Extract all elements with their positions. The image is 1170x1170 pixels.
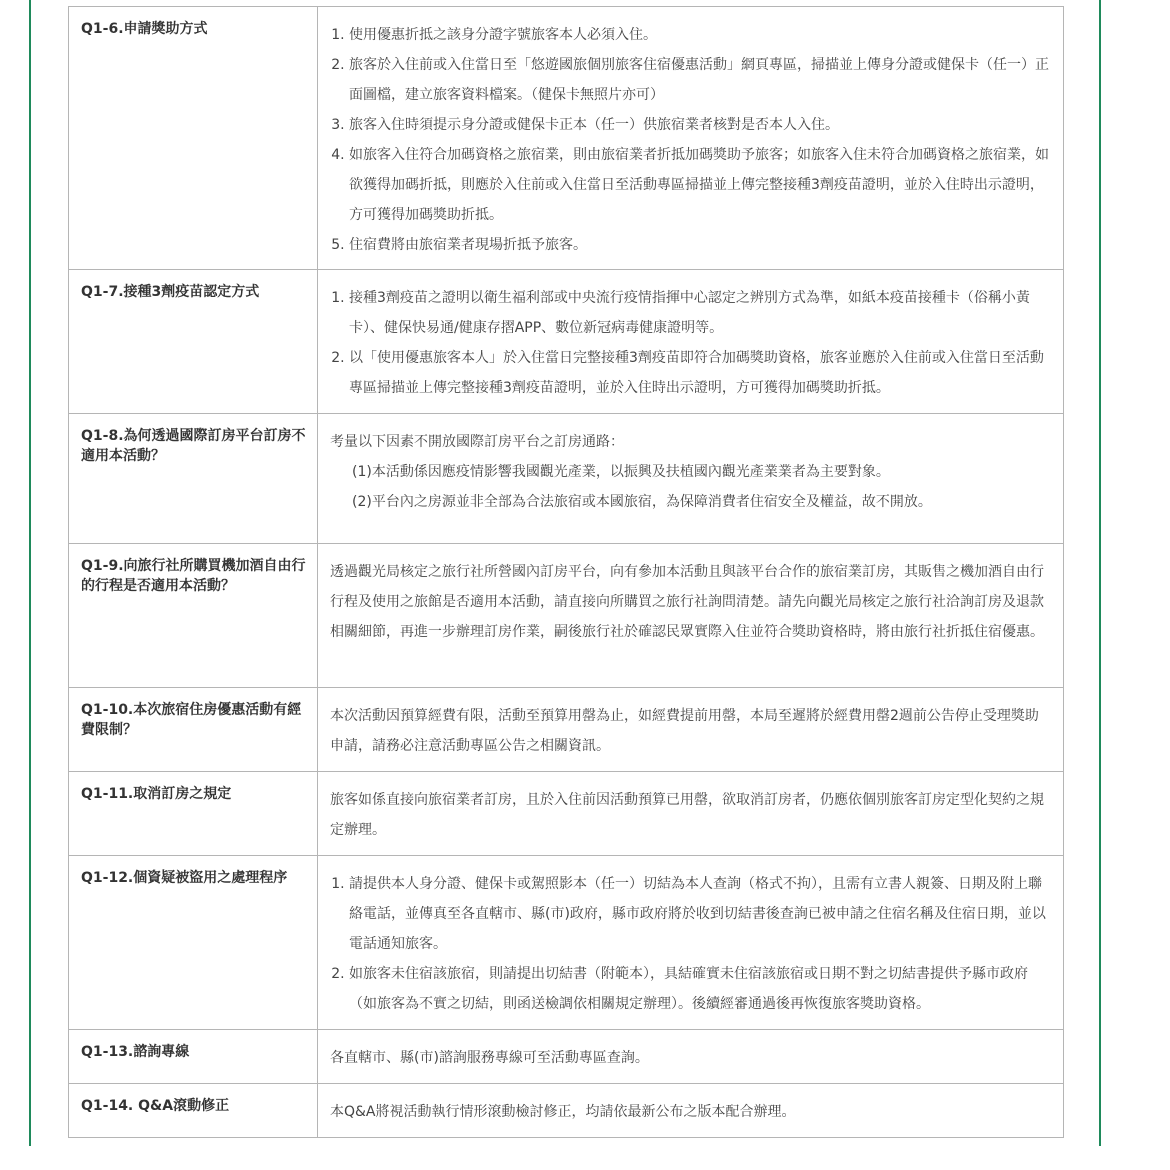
answer-list	[330, 869, 1051, 1019]
answer-intro: 考量以下因素不開放國際訂房平台之訂房通路：	[330, 434, 624, 450]
answer-item: 5. 住宿費將由旅宿業者現場折抵予旅客。	[349, 230, 1051, 260]
answer-subitem: (1)本活動係因應疫情影響我國觀光產業，以振興及扶植國內觀光產業業者為主要對象。	[352, 464, 890, 480]
answer-cell	[318, 772, 1064, 856]
answer-text: 各直轄市、縣(市)諮詢服務專線可至活動專區查詢。	[330, 1050, 649, 1066]
faq-row-q1-11	[69, 772, 1064, 856]
faq-row-q1-6	[69, 7, 1064, 270]
faq-row-q1-7	[69, 270, 1064, 414]
answer-cell	[318, 1084, 1064, 1138]
answer-item: 1. 接種3劑疫苗之證明以衛生福利部或中央流行疫情指揮中心認定之辨別方式為準，如紙本疫苗接種卡（俗稱小黃卡）、健保快易通/健康存摺APP、數位新冠病毒健康證明等。	[349, 283, 1051, 343]
faq-row-q1-13	[69, 1030, 1064, 1084]
answer-item: 4. 如旅客入住符合加碼資格之旅宿業，則由旅宿業者折抵加碼獎助予旅客；如旅客入住未符合加碼資格之旅宿業，如欲獲得加碼折抵，則應於入住前或入住當日至活動專區掃描並上傳完整接種3劑疫苗證明，並於入住時出示證明，方可獲得加碼獎助折抵。	[349, 140, 1051, 230]
faq-row-q1-10	[69, 688, 1064, 772]
faq-row-q1-12	[69, 856, 1064, 1030]
answer-item: 1. 使用優惠折抵之該身分證字號旅客本人必須入住。	[349, 20, 1051, 50]
faq-table	[68, 6, 1064, 1138]
question-cell: Q1-11.取消訂房之規定	[69, 772, 318, 856]
faq-row-q1-9	[69, 544, 1064, 688]
answer-item: 3. 旅客入住時須提示身分證或健保卡正本（任一）供旅宿業者核對是否本人入住。	[349, 110, 1051, 140]
answer-item: 2. 以「使用優惠旅客本人」於入住當日完整接種3劑疫苗即符合加碼獎助資格，旅客並應於入住前或入住當日至活動專區掃描並上傳完整接種3劑疫苗證明，並於入住時出示證明，方可獲得加碼獎助折抵。	[349, 343, 1051, 403]
answer-text: 透過觀光局核定之旅行社所營國內訂房平台，向有參加本活動且與該平台合作的旅宿業訂房，其販售之機加酒自由行行程及使用之旅館是否適用本活動，請直接向所購買之旅行社詢問清楚。請先向觀光局核定之旅行社洽詢訂房及退款相關細節，再進一步辦理訂房作業，嗣後旅行社於確認民眾實際入住並符合獎助資格時，將由旅行社折抵住宿優惠。	[330, 564, 1044, 640]
answer-cell	[318, 856, 1064, 1030]
faq-row-q1-8	[69, 414, 1064, 544]
question-cell: Q1-13.諮詢專線	[69, 1030, 318, 1084]
question-cell: Q1-10.本次旅宿住房優惠活動有經費限制？	[69, 688, 318, 772]
question-cell: Q1-8.為何透過國際訂房平台訂房不適用本活動？	[69, 414, 318, 544]
answer-text: 旅客如係直接向旅宿業者訂房，且於入住前因活動預算已用罄，欲取消訂房者，仍應依個別旅客訂房定型化契約之規定辦理。	[330, 792, 1044, 838]
answer-cell	[318, 544, 1064, 688]
faq-row-q1-14	[69, 1084, 1064, 1138]
question-cell: Q1-14. Q&A滾動修正	[69, 1084, 318, 1138]
answer-subitem: (2)平台內之房源並非全部為合法旅宿或本國旅宿，為保障消費者住宿安全及權益，故不開放。	[352, 494, 932, 510]
question-cell: Q1-7.接種3劑疫苗認定方式	[69, 270, 318, 414]
answer-text: 本次活動因預算經費有限，活動至預算用罄為止，如經費提前用罄，本局至遲將於經費用罄2週前公告停止受理獎助申請，請務必注意活動專區公告之相關資訊。	[330, 708, 1039, 754]
answer-item: 2. 旅客於入住前或入住當日至「悠遊國旅個別旅客住宿優惠活動」網頁專區，掃描並上傳身分證或健保卡（任一）正面圖檔，建立旅客資料檔案。（健保卡無照片亦可）	[349, 50, 1051, 110]
answer-cell	[318, 1030, 1064, 1084]
answer-list	[330, 20, 1051, 260]
answer-cell	[318, 688, 1064, 772]
question-cell: Q1-9.向旅行社所購買機加酒自由行的行程是否適用本活動？	[69, 544, 318, 688]
answer-sublist	[330, 457, 1051, 517]
answer-cell	[318, 414, 1064, 544]
answer-list	[330, 283, 1051, 403]
answer-cell	[318, 270, 1064, 414]
question-cell: Q1-6.申請獎助方式	[69, 7, 318, 270]
answer-text: 本Q&A將視活動執行情形滾動檢討修正，均請依最新公布之版本配合辦理。	[330, 1104, 796, 1120]
question-cell: Q1-12.個資疑被盜用之處理程序	[69, 856, 318, 1030]
answer-cell	[318, 7, 1064, 270]
answer-item: 1. 請提供本人身分證、健保卡或駕照影本（任一）切結為本人查詢（格式不拘），且需有立書人親簽、日期及附上聯絡電話，並傳真至各直轄市、縣(市)政府，縣市政府將於收到切結書後查詢已被申請之住宿名稱及住宿日期，並以電話通知旅客。	[349, 869, 1051, 959]
answer-item: 2. 如旅客未住宿該旅宿，則請提出切結書（附範本），具結確實未住宿該旅宿或日期不對之切結書提供予縣市政府（如旅客為不實之切結，則函送檢調依相關規定辦理）。後續經審通過後再恢復旅客獎助資格。	[349, 959, 1051, 1019]
